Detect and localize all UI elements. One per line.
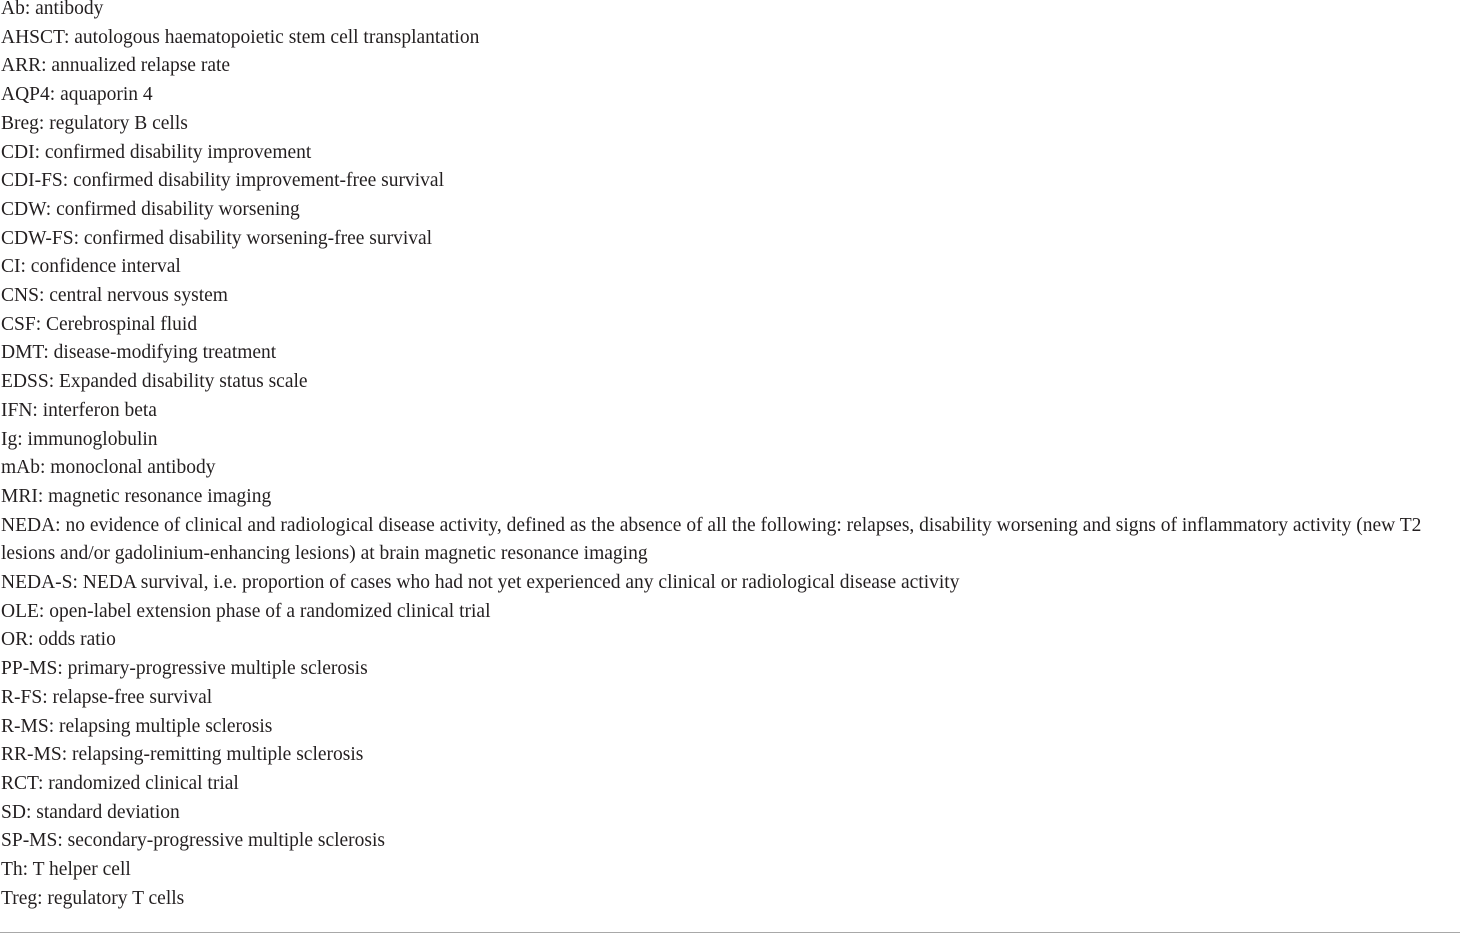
abbreviation-definition: annualized relapse rate bbox=[51, 55, 231, 77]
abbreviation-term: CI bbox=[1, 256, 21, 278]
abbreviation-item: SD: standard deviation bbox=[1, 801, 180, 823]
abbreviation-definition: open-label extension phase of a randomized clinical trial bbox=[49, 600, 491, 622]
abbreviation-term: SD bbox=[1, 801, 26, 823]
abbreviation-definition: primary-progressive multiple sclerosis bbox=[67, 658, 368, 680]
abbreviation-item: IFN: interferon beta bbox=[1, 399, 157, 421]
abbreviation-item: OLE: open-label extension phase of a randomized clinical trial bbox=[1, 600, 491, 622]
abbreviation-definition: immunoglobulin bbox=[27, 428, 158, 450]
abbreviation-definition: disease-modifying treatment bbox=[53, 342, 277, 364]
abbreviation-term: Ab bbox=[1, 0, 25, 19]
abbreviation-item: SP-MS: secondary-progressive multiple sclerosis bbox=[1, 830, 386, 852]
abbreviation-term: NEDA-S bbox=[1, 572, 73, 594]
abbreviation-definition: monoclonal antibody bbox=[50, 457, 216, 479]
abbreviation-term: CDI-FS bbox=[1, 170, 63, 192]
abbreviation-definition: confirmed disability improvement-free survival bbox=[73, 170, 445, 192]
abbreviation-item: NEDA-S: NEDA survival, i.e. proportion of cases who had not yet experienced any clinical or radiological disease activity bbox=[1, 572, 960, 594]
abbreviation-item: CNS: central nervous system bbox=[1, 285, 228, 307]
abbreviation-definition: autologous haematopoietic stem cell transplantation bbox=[74, 26, 480, 48]
abbreviation-item: CDW-FS: confirmed disability worsening-free survival bbox=[1, 227, 433, 249]
abbreviation-term: IFN bbox=[1, 399, 33, 421]
abbreviation-item: Th: T helper cell bbox=[1, 859, 131, 881]
abbreviation-item: Ab: antibody bbox=[1, 0, 104, 19]
abbreviation-definition: interferon beta bbox=[42, 399, 157, 421]
abbreviation-term: CDW-FS bbox=[1, 227, 74, 249]
abbreviation-term: OR bbox=[1, 629, 29, 651]
abbreviation-item: Treg: regulatory T cells bbox=[1, 887, 185, 909]
abbreviation-item: R-MS: relapsing multiple sclerosis bbox=[1, 715, 273, 737]
abbreviation-definition: Cerebrospinal fluid bbox=[46, 313, 198, 335]
abbreviation-definition: confirmed disability worsening bbox=[56, 198, 300, 220]
abbreviation-definition: regulatory B cells bbox=[49, 112, 188, 134]
abbreviation-definition: confirmed disability worsening-free survival bbox=[83, 227, 433, 249]
abbreviation-term: RCT bbox=[1, 772, 38, 794]
abbreviation-term: R-MS bbox=[1, 715, 49, 737]
abbreviation-item: CSF: Cerebrospinal fluid bbox=[1, 313, 198, 335]
bottom-rule bbox=[0, 932, 1460, 933]
abbreviation-item: CDW: confirmed disability worsening bbox=[1, 198, 300, 220]
abbreviation-item: RCT: randomized clinical trial bbox=[1, 772, 239, 794]
abbreviation-item: OR: odds ratio bbox=[1, 629, 116, 651]
abbreviation-definition: relapse-free survival bbox=[52, 686, 213, 708]
abbreviation-definition: NEDA survival, i.e. proportion of cases who had not yet experienced any clinical or radiological disease activity bbox=[82, 572, 960, 594]
abbreviation-definition: odds ratio bbox=[38, 629, 116, 651]
abbreviation-definition: randomized clinical trial bbox=[48, 772, 239, 794]
abbreviation-item: CI: confidence interval bbox=[1, 256, 181, 278]
abbreviation-item: EDSS: Expanded disability status scale bbox=[1, 371, 308, 393]
abbreviation-definition: antibody bbox=[35, 0, 104, 19]
abbreviation-term: Breg bbox=[1, 112, 39, 134]
abbreviation-definition: central nervous system bbox=[49, 285, 228, 307]
abbreviation-term: SP-MS bbox=[1, 830, 58, 852]
abbreviation-item: DMT: disease-modifying treatment bbox=[1, 342, 277, 364]
abbreviation-item: MRI: magnetic resonance imaging bbox=[1, 485, 272, 507]
abbreviation-definition: confirmed disability improvement bbox=[44, 141, 312, 163]
abbreviation-term: Treg bbox=[1, 887, 38, 909]
abbreviation-definition: aquaporin 4 bbox=[60, 84, 153, 106]
abbreviation-definition: standard deviation bbox=[36, 801, 180, 823]
abbreviation-definition: magnetic resonance imaging bbox=[48, 485, 272, 507]
abbreviation-item: Ig: immunoglobulin bbox=[1, 428, 158, 450]
abbreviation-item: Breg: regulatory B cells bbox=[1, 112, 188, 134]
abbreviation-term: Th bbox=[1, 859, 23, 881]
abbreviation-term: AHSCT bbox=[1, 26, 64, 48]
abbreviation-item: CDI-FS: confirmed disability improvement-free survival bbox=[1, 170, 445, 192]
abbreviation-item: R-FS: relapse-free survival bbox=[1, 686, 213, 708]
abbreviation-term: Ig bbox=[1, 428, 18, 450]
abbreviation-definition: T helper cell bbox=[32, 859, 131, 881]
abbreviation-list bbox=[1, 0, 1441, 914]
abbreviation-term: MRI bbox=[1, 485, 38, 507]
abbreviation-item: RR-MS: relapsing-remitting multiple sclerosis bbox=[1, 744, 364, 766]
abbreviation-term: CDW bbox=[1, 198, 46, 220]
abbreviation-term: CDI bbox=[1, 141, 35, 163]
abbreviation-term: AQP4 bbox=[1, 84, 50, 106]
abbreviation-term: CNS bbox=[1, 285, 39, 307]
abbreviation-definition: Expanded disability status scale bbox=[58, 371, 308, 393]
abbreviation-term: RR-MS bbox=[1, 744, 62, 766]
abbreviation-definition: no evidence of clinical and radiological disease activity, defined as the absence of all the following: relapses, disability worsening and signs of inflammatory activity (new T2 lesions and/or gadolinium-enhancing lesions) at brain magnetic resonance imaging bbox=[1, 514, 1422, 565]
abbreviation-definition: secondary-progressive multiple sclerosis bbox=[67, 830, 386, 852]
abbreviation-item: NEDA: no evidence of clinical and radiological disease activity, defined as the absence of all the following: relapses, disability worsening and signs of inflammatory activity (new T2 lesions and/or gadolinium-enhancing lesions) at brain magnetic resonance imaging bbox=[1, 514, 1422, 565]
abbreviation-item: ARR: annualized relapse rate bbox=[1, 55, 231, 77]
abbreviation-term: PP-MS bbox=[1, 658, 58, 680]
abbreviation-term: OLE bbox=[1, 600, 39, 622]
abbreviation-definition: confidence interval bbox=[30, 256, 181, 278]
abbreviation-item: CDI: confirmed disability improvement bbox=[1, 141, 312, 163]
abbreviation-term: R-FS bbox=[1, 686, 43, 708]
abbreviation-item: AQP4: aquaporin 4 bbox=[1, 84, 153, 106]
abbreviation-term: NEDA bbox=[1, 514, 56, 536]
abbreviation-term: DMT bbox=[1, 342, 44, 364]
abbreviation-definition: regulatory T cells bbox=[47, 887, 185, 909]
abbreviation-definition: relapsing-remitting multiple sclerosis bbox=[72, 744, 364, 766]
abbreviation-term: mAb bbox=[1, 457, 40, 479]
abbreviation-definition: relapsing multiple sclerosis bbox=[58, 715, 273, 737]
abbreviation-term: EDSS bbox=[1, 371, 49, 393]
abbreviation-term: CSF bbox=[1, 313, 36, 335]
abbreviation-item: PP-MS: primary-progressive multiple sclerosis bbox=[1, 658, 368, 680]
abbreviation-item: mAb: monoclonal antibody bbox=[1, 457, 216, 479]
abbreviation-item: AHSCT: autologous haematopoietic stem cell transplantation bbox=[1, 26, 480, 48]
abbreviation-term: ARR bbox=[1, 55, 42, 77]
